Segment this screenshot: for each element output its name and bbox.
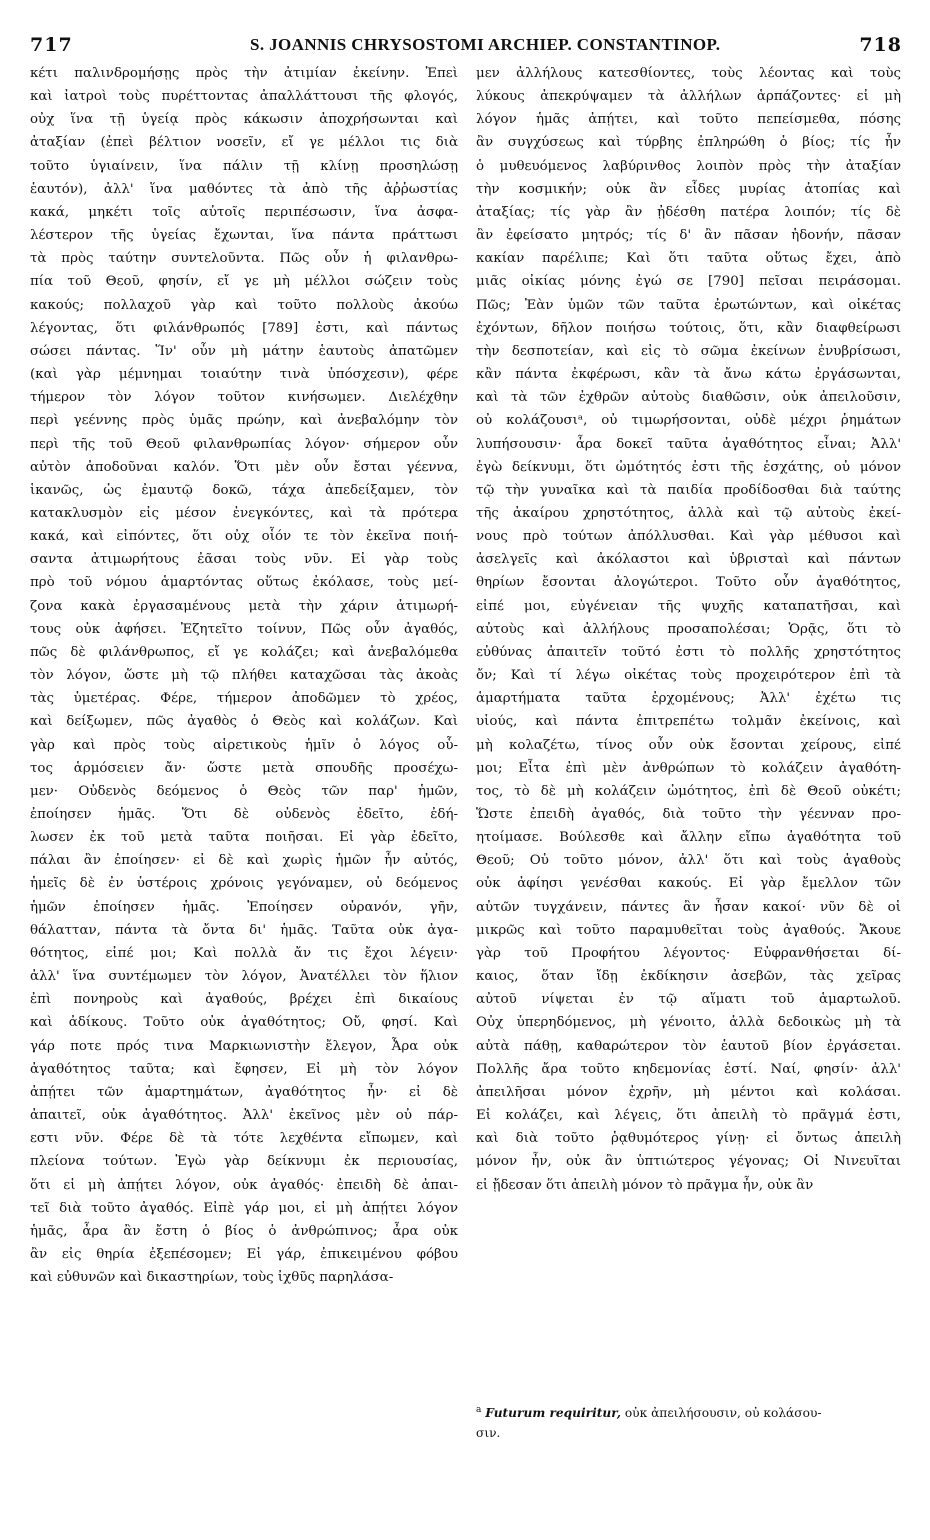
text-line: λυπήσουσιν· ἆρα δοκεῖ ταῦτα ἀγαθότητος εἶναι; Ἀλλ': [476, 436, 901, 452]
text-line: μιᾶς οἰκίας μόνης ἐγώ σε [790] πεῖσαι πειράσομαι.: [476, 274, 901, 290]
text-line: περὶ γεέννης πρὸς ὑμᾶς πρώην, καὶ ἀνεβαλόμην τὸν: [30, 413, 458, 429]
text-line: κέτι παλινδρομήσῃς πρὸς τὴν ἀτιμίαν ἐκείνην. Ἐπεὶ: [30, 66, 458, 81]
text-line: πρὸ τοῦ νόμου ἁμαρτόντας οὕτως ἐκόλασε, τοὺς μεί-: [30, 575, 458, 591]
text-line: οὐκ ἀφίησι γενέσθαι κακούς. Εἰ γὰρ ἔμελλον τῶν: [476, 876, 901, 892]
text-line: καὶ ἰατροὶ τοὺς πυρέττοντας ἀπαλλάττουσι τῆς φλογός,: [30, 89, 458, 105]
text-line: γάρ ποτε πρός τινα Μαρκιωνιστὴν ἔλεγον, Ἆρα οὐκ: [30, 1038, 458, 1054]
text-line: ἀταξίας; τίς γὰρ ἂν ᾐδέσθη πατέρα λοιπόν; τίς δὲ: [476, 204, 901, 220]
text-line: τὴν δεσποτείαν, καὶ εἰς τὸ σῶμα ἐκείνων ἐνυβρίσωσι,: [476, 343, 901, 359]
text-line: κακούς; πολλαχοῦ γὰρ καὶ τοῦτο πολλοὺς ἀκούω: [30, 297, 458, 313]
text-line: θάλατταν, πάντα τὰ ὄντα δι' ἡμᾶς. Ταῦτα οὐκ ἀγα-: [30, 922, 458, 938]
text-line: ἀγαθότητος ταῦτα; καὶ ἔφησεν, Εἰ μὴ τὸν λόγον: [30, 1061, 458, 1077]
text-line: πία τοῦ Θεοῦ, φησίν, εἴ γε μὴ μέλλοι σώζειν τοὺς: [30, 274, 458, 290]
text-line: ἀπαιτεῖ, οὐκ ἀγαθότητος. Ἀλλ' ἐκεῖνος μὲν οὐ πάρ-: [30, 1108, 458, 1124]
text-line: οὐχ ἵνα τῇ ὑγείᾳ πρὸς κάκωσιν ἀποχρήσωνται καὶ: [30, 112, 458, 128]
text-line: κἂν πάντα ἐκφέρωσι, κἂν τὰ ἄνω κάτω ἐργάσωνται,: [476, 367, 901, 383]
text-line: θηρίων ἔσονται ἀλογώτεροι. Τοῦτο οὖν ἀγαθότητος,: [476, 575, 901, 591]
text-line: ὄν; Καὶ τί λέγω οἰκέτας τοὺς προχειρότερον ἐπὶ τὰ: [476, 668, 901, 684]
text-line: τὸν λόγον, ὥστε μὴ τῷ πλήθει καταχῶσαι τὰς ἀκοὰς: [30, 668, 458, 684]
text-line: ἀταξίαν (ἐπεὶ βέλτιον νοσεῖν, εἴ γε μέλλοι τις διὰ: [30, 135, 458, 151]
text-line: ἐποίησεν ἡμᾶς. Ὅτι δὲ οὐδενὸς ἐδεῖτο, ἐδή-: [30, 807, 458, 822]
text-line: μεν· Οὐδενὸς δεόμενος ὁ Θεὸς τῶν παρ' ἡμῶν,: [30, 783, 458, 799]
text-line: ἐγὼ δείκνυμι, ὅτι ὠμότητός ἐστι τῆς ἐσχάτης, οὐ μόνον: [476, 459, 901, 475]
text-line: τος, τὸ δὲ μὴ κολάζειν ὠμότητος, ἐπὶ δὲ Θεοῦ οὐκέτι;: [476, 783, 901, 799]
text-line: ἀλλ' ἵνα συντέμωμεν τὸν λόγον, Ἀνατέλλει τὸν ἥλιον: [30, 969, 458, 985]
text-line: λύκους ἀπεκρύψαμεν τὰ ἀλλήλων ἁρπάζοντες· εἰ μὴ: [476, 89, 901, 105]
text-line: λωσεν ἐκ τοῦ μετὰ ταῦτα ποιῆσαι. Εἰ γὰρ ἐδεῖτο,: [30, 830, 458, 846]
text-line: κακά, μηκέτι τοῖς αὐτοῖς περιπέσωσιν, ἵνα ἀσφα-: [30, 204, 458, 220]
text-line: καὶ δείξωμεν, πῶς ἀγαθὸς ὁ Θεὸς καὶ κολάζων. Καὶ: [30, 714, 458, 730]
text-line: ἂν συγχύσεως καὶ τύρβης ἐπληρώθη ὁ βίος; τίς ἦν: [476, 135, 901, 151]
text-line: λέγοντας, ὅτι φιλάνθρωπός [789] ἐστι, καὶ πάντως: [30, 320, 458, 336]
text-line: λέστερον τῆς ὑγείας ἔχωνται, ἵνα πάντα πράττωσι: [30, 228, 458, 244]
text-line: καὶ εὐθυνῶν καὶ δικαστηρίων, τοὺς ἰχθῦς παρηλάσα-: [30, 1270, 394, 1286]
text-line: πῶς δὲ φιλάνθρωπος, εἴ γε κολάζει; καὶ ἀνεβαλόμεθα: [30, 644, 458, 660]
text-line: ὁ μυθευόμενος λαβύρινθος λοιπὸν πρὸς τὴν ἀταξίαν: [476, 158, 901, 174]
text-line: κακά, καὶ εἰπόντες, ὅτι οὐχ οἷόν τε τὸν ἐκεῖνα ποιή-: [30, 529, 458, 545]
text-line: μὴ κολαζέτω, τίνος οὖν οὐκ ἔσονται χείρους, εἰπέ: [476, 737, 901, 753]
running-head-title: S. JOANNIS CHRYSOSTOMI ARCHIEP. CONSTANTINOP.: [250, 35, 721, 54]
text-line: ἁμαρτήματα ταῦτα ἐρχομένους; Ἀλλ' ἐχέτω τις: [476, 691, 901, 707]
text-line: ἀπῄτει τῶν ἁμαρτημάτων, ἀγαθότητος ἦν· εἰ δὲ: [30, 1084, 458, 1100]
text-line: τῷ τὴν γυναῖκα καὶ τὰ παιδία προδίδοσθαι διὰ ταύτης: [476, 482, 901, 498]
footnote-line-1: [476, 1400, 901, 1423]
text-line: σαντα ἀτιμωρήτους ἐᾶσαι τοὺς νῦν. Εἰ γὰρ τοὺς: [30, 552, 458, 568]
text-line: μικρῶς καὶ τοῦτο παραμυθεῖται τοὺς ἀγαθούς. Ἄκουε: [476, 922, 901, 938]
text-line: πάλαι ἂν ἐποίησεν· εἰ δὲ καὶ χωρὶς ἡμῶν ἦν αὐτός,: [30, 853, 458, 869]
text-line: ἡμεῖς δὲ ἐν ὑστέροις χρόνοις γεγόναμεν, οὐ δεόμενος: [30, 876, 458, 892]
text-line: καιος, ὅταν ἴδῃ ἐκδίκησιν ἀσεβῶν, τὰς χεῖρας: [476, 969, 901, 985]
text-line: καὶ ἀδίκους. Τοῦτο οὐκ ἀγαθότητος; Οὔ, φησί. Καὶ: [30, 1015, 458, 1031]
footnote-marker: a: [476, 1405, 482, 1415]
text-line: ὅτι εἰ μὴ ἀπῄτει λόγον, οὐκ ἀγαθός· ἐπειδὴ δὲ ἀπαι-: [30, 1177, 458, 1193]
text-line: περὶ τῆς τοῦ Θεοῦ φιλανθρωπίας λόγον· σήμερον οὖν: [30, 436, 458, 452]
text-line: τὰς ὑμετέρας. Φέρε, τήμερον ἀποδῶμεν τὸ χρέος,: [30, 691, 458, 707]
text-line: Οὐχ ὑπερηδόμενος, μὴ γένοιτο, ἀλλὰ δεδοικὼς μὴ τὰ: [476, 1015, 901, 1031]
running-header: [30, 34, 902, 60]
page-number-left: 717: [30, 34, 73, 56]
text-line: εὐθύνας ἀπαιτεῖν τοῦτό ἐστι τὸ πολλῆς χρηστότητος: [476, 644, 901, 660]
text-line: τος ἁρμόσειεν ἄν· ὥστε μετὰ σπουδῆς προσέχω-: [30, 760, 458, 776]
text-line: (καὶ γὰρ μέμνημαι τοιαύτην τινὰ ὑπόσχεσιν), φέρε: [30, 367, 458, 383]
text-line: εἰ ᾔδεσαν ὅτι ἀπειλὴ μόνον τὸ πρᾶγμα ἦν, οὐκ ἂν: [476, 1177, 814, 1193]
text-line: τοῦτο ὑγιαίνειν, ἵνα πάλιν τῇ κλίνῃ προσηλώσῃ: [30, 158, 458, 174]
text-line: ἀσελγεῖς καὶ ἀκόλαστοι καὶ ὑβρισταὶ καὶ πάντων: [476, 552, 901, 568]
text-line: υἱούς, καὶ πάντα ἐπιτρεπέτω τολμᾶν ἐκείνοις, καὶ: [476, 714, 901, 730]
text-line: ἡμᾶς, ἆρα ἂν ἔστη ὁ βίος ὁ ἀνθρώπινος; ἆρα οὐκ: [30, 1223, 458, 1239]
text-line: σώσει πάντας. Ἵν' οὖν μὴ μάτην ἑαυτοὺς ἀπατῶμεν: [30, 343, 458, 359]
text-line: αὐτῶν τυγχάνειν, πάντες ἂν ἦσαν κακοί· νῦν δὲ οἱ: [476, 899, 901, 915]
text-line: τὰ πρὸς ταύτην συντελοῦντα. Πῶς οὖν ἡ φιλανθρω-: [30, 251, 458, 267]
right-text-column: [476, 62, 901, 1197]
footnote-greek-1: οὐκ ἀπειλήσουσιν, οὐ κολάσου-: [624, 1406, 822, 1421]
text-line: μόνον ἦν, οὐκ ἂν ὑπτιώτερος γέγονας; Οἱ Νινευῖται: [476, 1154, 901, 1170]
text-line: κακίαν παρέλιπε; Καὶ ὅτι ταῦτα οὕτως ἔχει, ἀπὸ: [476, 251, 901, 267]
text-line: μοι; Εἶτα ἐπὶ μὲν ἀνθρώπων τὸ κολάζειν ἀγαθότη-: [476, 760, 901, 776]
left-text-column: [30, 62, 458, 1289]
text-line: ἂν ἐφείσατο μητρός; τίς δ' ἂν πᾶσαν ἡδονήν, πᾶσαν: [476, 228, 901, 244]
text-line: γὰρ καὶ πρὸς τοὺς αἱρετικοὺς ἡμῖν ὁ λόγος οὗ-: [30, 737, 458, 753]
text-line: γὰρ τοῦ Προφήτου λέγοντος· Εὐφρανθήσεται δί-: [476, 945, 901, 961]
text-line: Πολλῆς ἄρα τοῦτο κηδεμονίας ἐστί. Ναί, φησίν· ἀλλ': [476, 1061, 901, 1077]
text-line: ἡμῶν ἐποίησεν ἡμᾶς. Ἐποίησεν οὐρανόν, γῆν,: [30, 899, 458, 915]
text-line: ἑαυτόν), ἀλλ' ἵνα μαθόντες τὰ ἀπὸ τῆς ἀῤῥωστίας: [30, 181, 458, 197]
text-line: Θεοῦ; Οὐ τοῦτο μόνον, ἀλλ' ὅτι καὶ τοὺς ἀγαθοὺς: [476, 853, 901, 869]
text-line: αὐτὰ πάθῃ, καθαρώτερον τὸν ἑαυτοῦ βίον ἐργάσεται.: [476, 1038, 901, 1054]
text-line: Εἰ κολάζει, καὶ λέγεις, ὅτι ἀπειλὴ τὸ πρᾶγμά ἐστι,: [476, 1108, 901, 1124]
text-line: τεῖ διὰ τοῦτο ἀγαθός. Εἰπὲ γάρ μοι, εἰ μὴ ἀπῄτει λόγον: [30, 1200, 458, 1216]
text-line: ἐπὶ πονηροὺς καὶ ἀγαθούς, βρέχει ἐπὶ δικαίους: [30, 992, 458, 1008]
footnote-latin: Futurum requiritur,: [485, 1406, 621, 1421]
footnote-line-2: σιν.: [476, 1426, 501, 1441]
text-line: μεν ἀλλήλους κατεσθίοντες, τοὺς λέοντας καὶ τοὺς: [476, 66, 901, 81]
text-line: ητοίμασε. Βούλεσθε καὶ ἄλλην εἴπω ἀγαθότητα τοῦ: [476, 830, 901, 846]
text-line: εστι νῦν. Φέρε δὲ τὰ τότε λεχθέντα εἴπωμεν, καὶ: [30, 1131, 458, 1147]
text-line: τὴν κοσμικήν; οὐκ ἂν εἶδες μυρίας ἀτοπίας καὶ: [476, 181, 901, 197]
text-line: οὐ κολάζουσιᵃ, οὐ τιμωρήσονται, οὐδὲ μέχρι ῥημάτων: [476, 413, 901, 429]
text-line: ζονα κακὰ ἐργασαμένους μετὰ τὴν χάριν ἀτιμωρή-: [30, 598, 458, 614]
text-line: τῆς ἀκαίρου χρηστότητος, ἀλλὰ καὶ τῷ αὐτοὺς ἐκεί-: [476, 505, 901, 521]
text-line: τους οὐκ ἀφήσει. Ἐζητεῖτο τοίνυν, Πῶς οὖν ἀγαθός,: [30, 621, 458, 637]
text-line: ἐχόντων, δῆλον ποιήσω τούτοις, ὅτι, κἂν διαφθείρωσι: [476, 320, 901, 336]
text-line: πλείονα τούτων. Ἐγὼ γὰρ δείκνυμι ἐκ περιουσίας,: [30, 1154, 458, 1170]
text-line: Ὥστε ἐπειδὴ ἀγαθός, διὰ τοῦτο τὴν γέενναν προ-: [476, 807, 901, 822]
text-line: αὐτοῦ νίψεται ἐν τῷ αἵματι τοῦ ἁμαρτωλοῦ.: [476, 992, 901, 1008]
text-line: ἂν εἰς θηρία ἐξεπέσομεν; Εἰ γάρ, ἐπικειμένου φόβου: [30, 1246, 458, 1262]
footnote: [476, 1400, 901, 1443]
text-line: καὶ διὰ τοῦτο ῥᾳθυμότερος γίνῃ· εἰ ὄντως ἀπειλὴ: [476, 1131, 901, 1147]
text-line: κατακλυσμὸν εἰς μέσον ἐνεγκόντες, καὶ τὰ πρότερα: [30, 505, 458, 521]
text-line: εἰπέ μοι, εὐγένειαν τῆς ψυχῆς καταπατῆσαι, καὶ: [476, 598, 901, 614]
text-line: Πῶς; Ἐὰν ὑμῶν τῶν ταῦτα ἐρωτώντων, καὶ οἰκέτας: [476, 297, 901, 313]
text-line: αὐτοὺς καὶ ἀλλήλους προσαπολέσαι; Ὁρᾷς, ὅτι τὸ: [476, 621, 901, 637]
text-line: λόγον ἡμᾶς ἀπῄτει, καὶ τοῦτο πεπείσμεθα, πόσης: [476, 112, 901, 128]
text-line: ἱκανῶς, ὡς ἐμαυτῷ δοκῶ, τάχα ἀπεδείξαμεν, τὸν: [30, 482, 458, 498]
text-line: καὶ τὰ τῶν ἐχθρῶν αὐτοὺς διαθῶσιν, οὐκ ἀπειλοῦσιν,: [476, 390, 901, 406]
text-line: αὐτὸν ἀποδοῦναι καλόν. Ὅτι μὲν οὖν ἔσται γέεννα,: [30, 459, 458, 475]
text-line: νους πρὸ τούτων ἀπόλλυσθαι. Καὶ γὰρ μέθυσοι καὶ: [476, 529, 901, 545]
text-line: ἀπειλῆσαι μόνον ἐχρῆν, μὴ μέντοι καὶ κολάσαι.: [476, 1084, 901, 1100]
text-line: τήμερον τὸν λόγον τοῦτον κινήσωμεν. Διελέχθην: [30, 390, 458, 406]
text-line: θότητος, εἰπέ μοι; Καὶ πολλὰ ἄν τις ἔχοι λέγειν·: [30, 945, 458, 961]
page-number-right: 718: [859, 34, 902, 56]
